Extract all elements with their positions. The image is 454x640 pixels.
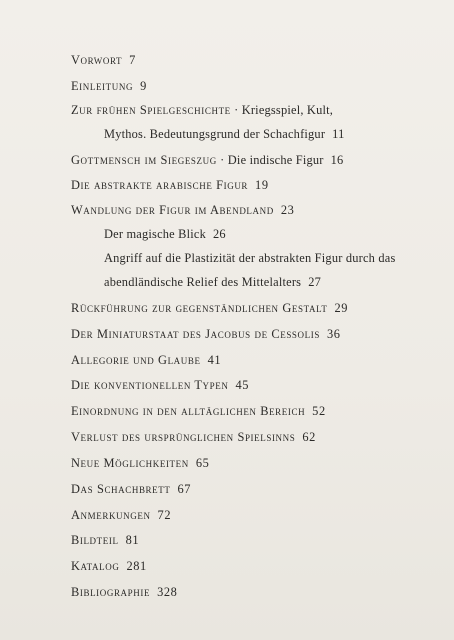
toc-title: Verlust des ursprünglichen Spielsinns: [71, 430, 296, 444]
toc-entry-magischer-blick: [104, 226, 226, 242]
toc-page-number: 281: [126, 559, 147, 573]
toc-entry-arabische-figur: [71, 177, 269, 193]
toc-entry-einordnung: [71, 403, 326, 419]
toc-page-number: 81: [125, 533, 140, 547]
toc-entry-allegorie: [71, 352, 221, 368]
toc-page-number: 26: [213, 227, 226, 241]
toc-title: Wandlung der Figur im Abendland: [71, 203, 274, 217]
toc-title: Rückführung zur gegenständlichen Gestalt: [71, 301, 328, 315]
toc-continuation: Mythos. Bedeutungsgrund der Schachfigur: [104, 127, 326, 141]
toc-page-number: 72: [157, 508, 172, 522]
toc-page-number: 65: [195, 456, 210, 470]
toc-title: Katalog: [71, 559, 120, 573]
toc-title: Vorwort: [71, 53, 123, 67]
toc-page-number: 45: [235, 378, 250, 392]
toc-entry-gottmensch: [71, 152, 343, 168]
toc-title: Bildteil: [71, 533, 119, 547]
toc-title: Der Miniaturstaat des Jacobus de Cessolis: [71, 327, 320, 341]
toc-entry-neue-moeglichkeiten: [71, 455, 209, 471]
toc-entry-angriff: [104, 250, 395, 266]
toc-page-number: 11: [332, 127, 345, 141]
toc-page-number: 62: [302, 430, 316, 444]
toc-page-number: 52: [312, 404, 326, 418]
toc-entry-rueckfuehrung: [71, 300, 348, 316]
toc-title: Anmerkungen: [71, 508, 151, 522]
toc-page-number: 7: [129, 53, 136, 67]
toc-entry-katalog: [71, 558, 147, 574]
toc-title: Zur frühen Spielgeschichte: [71, 103, 231, 117]
toc-title: Angriff auf die Plastizität der abstrakten Figur durch das: [104, 251, 396, 265]
toc-page-number: 67: [177, 482, 192, 496]
toc-entry-einleitung: [71, 78, 147, 94]
toc-title: Bibliographie: [71, 585, 151, 599]
toc-entry-bibliographie: [71, 584, 177, 600]
toc-entry-miniaturstaat: [71, 326, 341, 342]
toc-title: Einordnung in den alltäglichen Bereich: [71, 404, 306, 418]
toc-subtitle: · Kriegsspiel, Kult,: [234, 103, 334, 117]
toc-page-number: 328: [157, 585, 178, 599]
toc-page-number: 9: [140, 79, 147, 93]
toc-entry-angriff-cont: [104, 274, 321, 290]
toc-page-number: 29: [334, 301, 349, 315]
toc-entry-konventionelle-typen: [71, 377, 249, 393]
toc-entry-wandlung: [71, 202, 294, 218]
toc-title: Die abstrakte arabische Figur: [71, 178, 249, 192]
toc-page-number: 23: [280, 203, 295, 217]
toc-title: Einleitung: [71, 79, 134, 93]
toc-entry-anmerkungen: [71, 507, 171, 523]
toc-title: Das Schachbrett: [71, 482, 171, 496]
toc-title: Neue Möglichkeiten: [71, 456, 189, 470]
toc-entry-fruehe-spielgeschichte: [71, 102, 333, 118]
toc-entry-vorwort: [71, 52, 136, 68]
toc-entry-bildteil: [71, 532, 139, 548]
toc-page-number: 19: [255, 178, 269, 192]
toc-title: Der magische Blick: [104, 227, 207, 241]
toc-entry-schachbrett: [71, 481, 191, 497]
toc-title: Gottmensch im Siegeszug: [71, 153, 217, 167]
toc-page-number: 27: [308, 275, 321, 289]
toc-page-number: 41: [207, 353, 222, 367]
toc-title: Allegorie und Glaube: [71, 353, 201, 367]
toc-page-number: 16: [330, 153, 344, 167]
toc-continuation: abendländische Relief des Mittelalters: [104, 275, 302, 289]
toc-title: Die konventionellen Typen: [71, 378, 229, 392]
toc-entry-verlust: [71, 429, 316, 445]
toc-subtitle: · Die indische Figur: [220, 153, 324, 167]
toc-entry-fruehe-spielgeschichte-cont: [104, 126, 345, 142]
toc-page-number: 36: [326, 327, 341, 341]
